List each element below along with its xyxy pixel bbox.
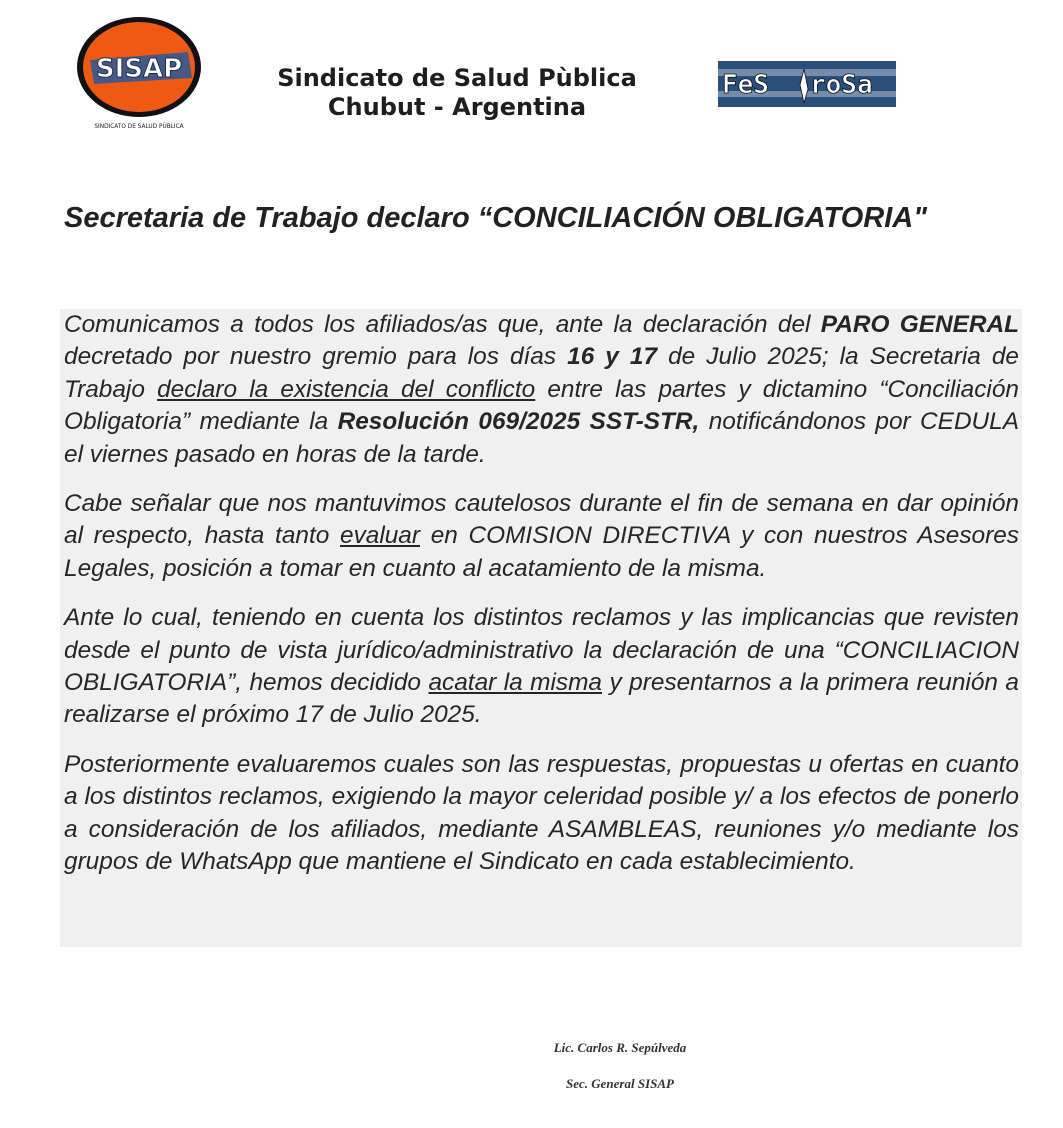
paragraph-4: Posteriormente evaluaremos cuales son las respuestas, propuestas u ofertas en cuanto a los distintos reclamos, exigiendo la mayor celeridad posible y/ a los efectos de ponerlo a consideración de los afiliados, mediante ASAMBLEAS, reuniones y/o mediante los grupos de WhatsApp que mantiene el Sindicato en cada establecimiento.: [64, 750, 1019, 876]
fesprosa-text-b: roSa: [810, 70, 873, 100]
headline: Secretaria de Trabajo declaro “CONCILIACIÓN OBLIGATORIA": [64, 202, 927, 234]
signature-role: Sec. General SISAP: [566, 1076, 674, 1091]
fesprosa-logo: [716, 59, 898, 109]
underline-evaluar: evaluar: [340, 522, 420, 550]
underline-conflict: declaro la existencia del conflicto: [157, 375, 536, 403]
bold-dates: 16 y 17: [567, 343, 658, 371]
signature-name: Lic. Carlos R. Sepúlveda: [553, 1040, 687, 1055]
sisap-logo-text: SISAP: [95, 54, 183, 84]
bold-resolution: Resolución 069/2025 SST-STR,: [337, 408, 700, 436]
paragraph-3: Ante lo cual, teniendo en cuenta los distintos reclamos y las implicancias que revisten desde el punto de vista jurídico/administrativo la declaración de una “CONCILIACION OBLIGATORIA”, hemos decidido acatar la misma y presentarnos a la primera reunión a realizarse el próximo 17 de Julio 2025.: [64, 604, 1019, 729]
underline-acatar: acatar la misma: [428, 669, 602, 697]
union-title-line2: Chubut - Argentina: [327, 93, 587, 121]
body-text: [64, 309, 1019, 896]
sisap-logo-caption: SINDICATO DE SALUD PÚBLICA: [94, 124, 184, 130]
paragraph-1: Comunicamos a todos los afiliados/as que, ante la declaración del PARO GENERAL decretado por nuestro gremio para los días 16 y 17 de Julio 2025; la Secretaria de Trabajo declaro la existencia del conflicto entre las partes y dictamino “Conciliación Obligatoria” mediante la Resolución 069/2025 SST-STR, notificándonos por CEDULA el viernes pasado en horas de la tarde.: [64, 311, 1020, 468]
bold-paro-general: PARO GENERAL: [820, 311, 1019, 338]
sisap-logo: [70, 12, 208, 132]
paragraph-2: Cabe señalar que nos mantuvimos cautelosos durante el fin de semana en dar opinión al respecto, hasta tanto evaluar en COMISION DIRECTIVA y con nuestros Asesores Legales, posición a tomar en cuanto al acatamiento de la misma.: [64, 490, 1019, 582]
union-title: [272, 64, 642, 122]
fesprosa-text-a: FeS: [722, 70, 769, 100]
union-title-line1: Sindicato de Salud Pùblica: [277, 64, 637, 92]
